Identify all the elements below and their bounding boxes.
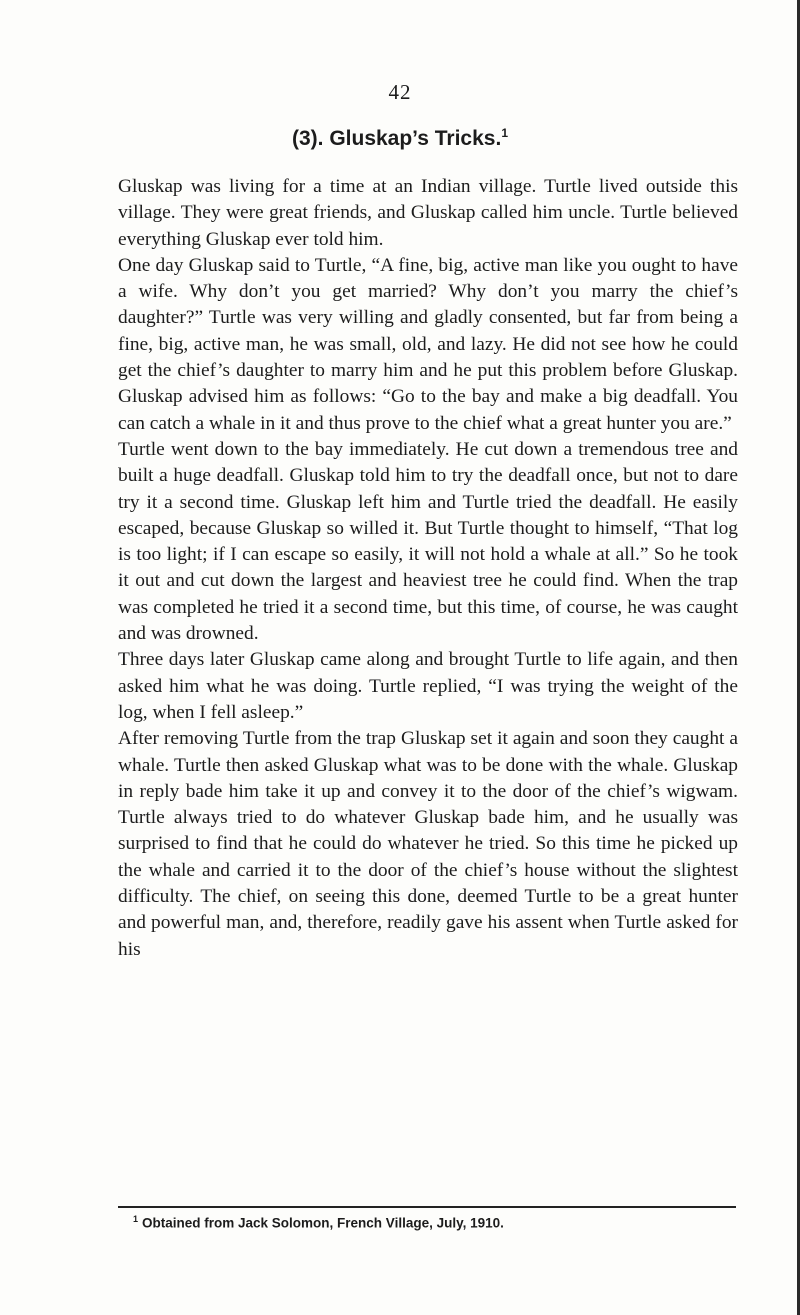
paragraph: Three days later Gluskap came along and brought Turtle to life again, and then asked him what he was doing. Turtle replied, “I was trying the weight of the log, when I fell asleep.” (118, 649, 738, 723)
body-text (118, 174, 738, 963)
section-title-text: (3). Gluskap’s Tricks. (291, 127, 502, 150)
title-footnote-marker: 1 (501, 126, 508, 140)
footnote-divider (118, 1206, 736, 1208)
section-title (0, 126, 800, 151)
page-number: 42 (388, 80, 412, 104)
paragraph: Gluskap was living for a time at an Indian village. Turtle lived outside this village. They were great friends, and Gluskap called him uncle. Turtle believed everything Gluskap ever told him. (118, 176, 738, 250)
paragraph: After removing Turtle from the trap Gluskap set it again and soon they caught a whale. Turtle then asked Gluskap what was to be done with the whale. Gluskap in reply bade him take it up and convey it to the door of the chief’s wigwam. Turtle always tried to do whatever Gluskap bade him, and he usually was surprised to find that he could do whatever he tried. So this time he picked up the whale and carried it to the door of the chief’s house without the slightest difficulty. The chief, on seeing this done, deemed Turtle to be a great hunter and powerful man, and, therefore, readily gave his assent when Turtle asked for his (118, 728, 738, 960)
footnote-marker: 1 (133, 1214, 139, 1224)
paragraph: Turtle went down to the bay immediately. He cut down a tremendous tree and built a huge deadfall. Gluskap told him to try the deadfall once, but not to dare try it a second time. Gluskap left him and Turtle tried the deadfall. He easily escaped, because Gluskap so willed it. But Turtle thought to himself, “That log is too light; if I can escape so easily, it will not hold a whale at all.” So he took it out and cut down the largest and heaviest tree he could find. When the trap was completed he tried it a second time, but this time, of course, he was caught and was drowned. (118, 438, 738, 645)
footnote-text: Obtained from Jack Solomon, French Village, July, 1910. (142, 1215, 504, 1231)
footnote (133, 1214, 733, 1231)
paragraph: One day Gluskap said to Turtle, “A fine, big, active man like you ought to have a wife. Why don’t you get married? Why don’t you marry the chief’s daughter?” Turtle was very willing and gladly consented, but far from being a fine, big, active man, he was small, old, and lazy. He did not see how he could get the chief’s daughter to marry him and he put this problem before Gluskap. Gluskap advised him as follows: “Go to the bay and make a big deadfall. You can catch a whale in it and thus prove to the chief what a great hunter you are.” (118, 254, 738, 434)
